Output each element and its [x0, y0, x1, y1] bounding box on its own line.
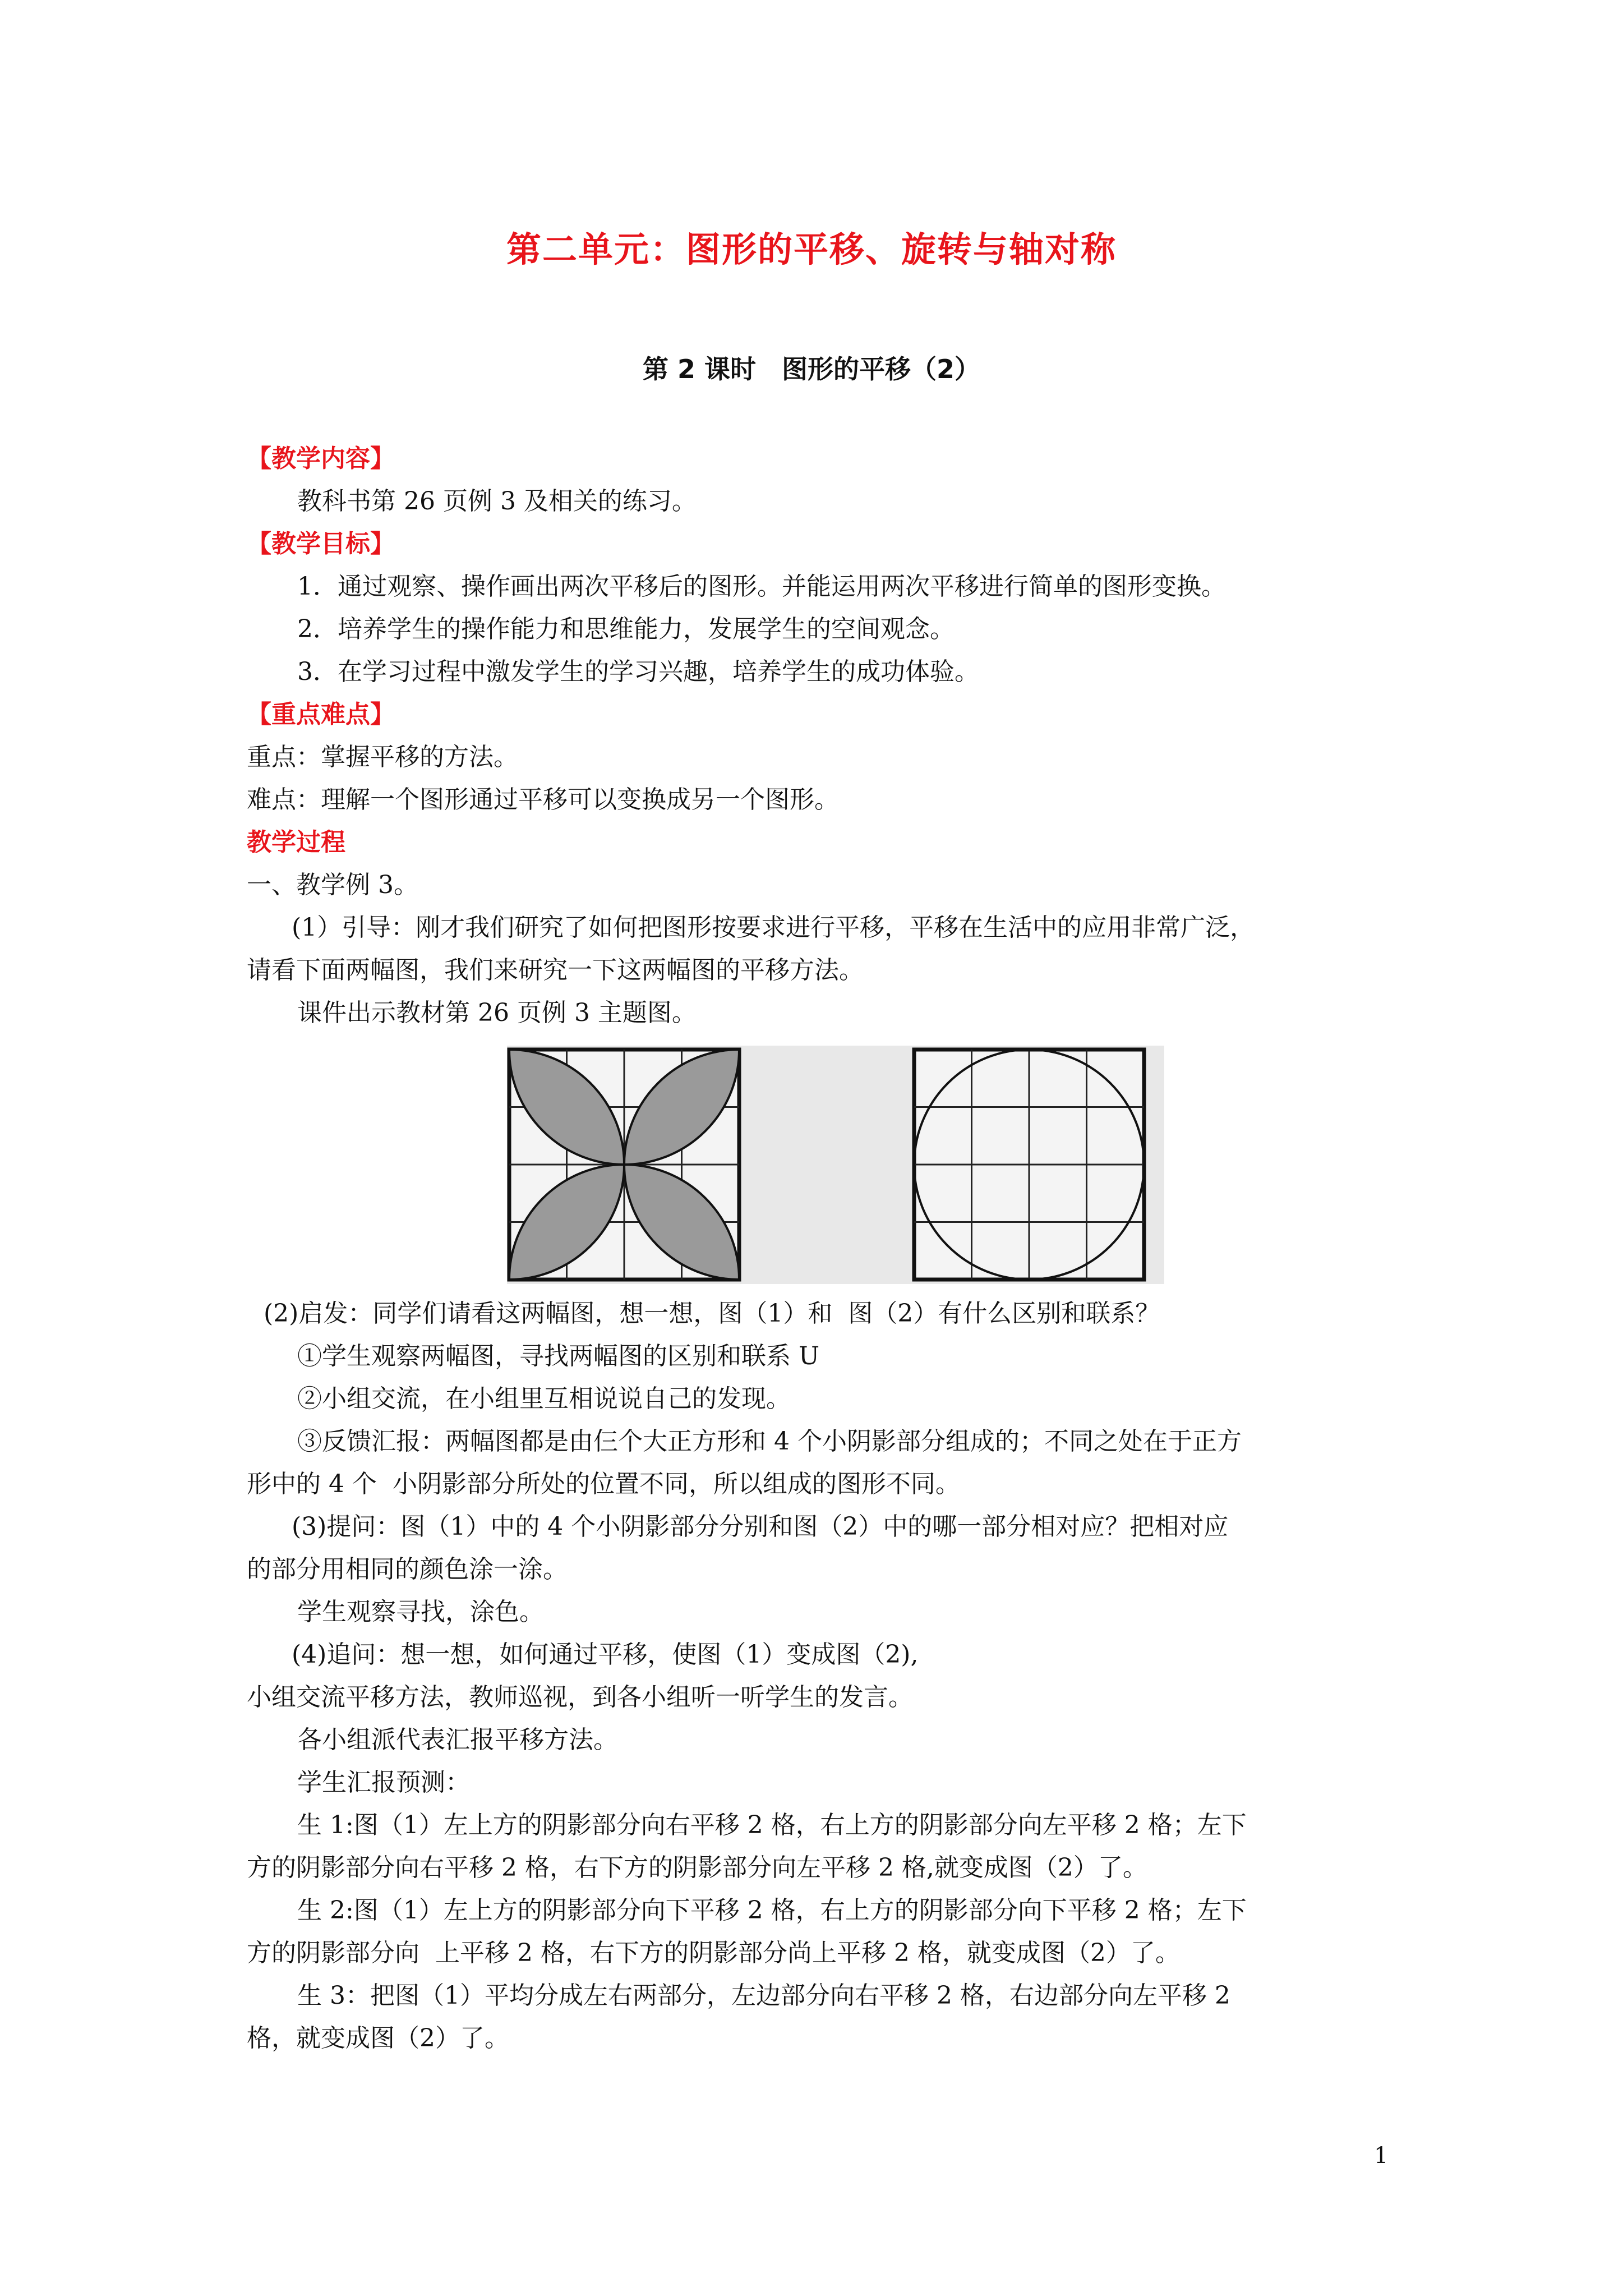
section-heading-process: 教学过程	[247, 828, 345, 857]
figure-background	[507, 1046, 1164, 1284]
paragraph-line: 学生观察寻找，涂色。	[297, 1598, 544, 1626]
figure-svg	[507, 1046, 1164, 1284]
paragraph-line: 生 2:图（1）左上方的阴影部分向下平移 2 格，右上方的阴影部分向下平移 2 格；左下	[297, 1896, 1247, 1925]
goal-item: 1．通过观察、操作画出两次平移后的图形。并能运用两次平移进行简单的图形变换。	[297, 572, 1226, 601]
unit-title: 第二单元：图形的平移、旋转与轴对称	[506, 229, 1117, 270]
paragraph-line: (4)追问：想一想，如何通过平移，使图（1）变成图（2),	[292, 1640, 919, 1669]
part-one-heading: 一、教学例 3。	[247, 871, 418, 899]
paragraph-line: 课件出示教材第 26 页例 3 主题图。	[297, 999, 697, 1027]
difficult-point: 难点：理解一个图形通过平移可以变换成另一个图形。	[247, 785, 839, 814]
paragraph-line: 形中的 4 个 小阴影部分所处的位置不同，所以组成的图形不同。	[247, 1470, 960, 1498]
paragraph-line: 生 3：把图（1）平均分成左右两部分，左边部分向右平移 2 格，右边部分向左平移 2	[297, 1981, 1230, 2010]
paragraph-line: (2)启发：同学们请看这两幅图，想一想，图（1）和 图（2）有什么区别和联系？	[264, 1299, 1160, 1328]
figure-one	[509, 1050, 739, 1280]
paragraph-line: ②小组交流，在小组里互相说说自己的发现。	[297, 1384, 791, 1413]
paragraph-line: 生 1:图（1）左上方的阴影部分向右平移 2 格，右上方的阴影部分向左平移 2 格；左下	[297, 1811, 1247, 1839]
lesson-title: 第 2 课时 图形的平移（2）	[642, 354, 981, 384]
goal-item: 3．在学习过程中激发学生的学习兴趣，培养学生的成功体验。	[297, 657, 979, 686]
paragraph-line: ①学生观察两幅图，寻找两幅图的区别和联系 U	[297, 1342, 820, 1370]
document-body	[247, 438, 1413, 2060]
paragraph-line: 各小组派代表汇报平移方法。	[297, 1726, 618, 1754]
paragraph-line: 小组交流平移方法，教师巡视，到各小组听一听学生的发言。	[247, 1683, 913, 1711]
section-heading-content: 【教学内容】	[247, 444, 395, 473]
paragraph-line: (1）引导：刚才我们研究了如何把图形按要求进行平移，平移在生活中的应用非常广泛，	[292, 913, 1255, 942]
figure-two	[914, 1050, 1144, 1280]
page-number: 1	[1374, 2143, 1389, 2169]
paragraph-line: 方的阴影部分向右平移 2 格，右下方的阴影部分向左平移 2 格,就变成图（2）了。	[247, 1853, 1147, 1882]
paragraph-line: 学生汇报预测：	[297, 1768, 470, 1797]
section-heading-keypoints: 【重点难点】	[247, 700, 395, 729]
paragraph-line: 方的阴影部分向 上平移 2 格，右下方的阴影部分尚上平移 2 格，就变成图（2）了。	[247, 1939, 1180, 1967]
paragraph-line: (3)提问：图（1）中的 4 个小阴影部分分别和图（2）中的哪一部分相对应？把相对应	[292, 1512, 1229, 1541]
example-figure	[247, 1046, 1413, 1287]
key-point: 重点：掌握平移的方法。	[247, 743, 518, 771]
content-text: 教科书第 26 页例 3 及相关的练习。	[297, 487, 697, 516]
paragraph-line: 格，就变成图（2）了。	[247, 2024, 509, 2053]
paragraph-line: 请看下面两幅图，我们来研究一下这两幅图的平移方法。	[247, 956, 864, 984]
goal-item: 2．培养学生的操作能力和思维能力，发展学生的空间观念。	[297, 615, 955, 643]
paragraph-line: 的部分用相同的颜色涂一涂。	[247, 1555, 568, 1584]
paragraph-line: ③反馈汇报：两幅图都是由仨个大正方形和 4 个小阴影部分组成的；不同之处在于正方	[297, 1427, 1242, 1456]
section-heading-goals: 【教学目标】	[247, 530, 395, 558]
